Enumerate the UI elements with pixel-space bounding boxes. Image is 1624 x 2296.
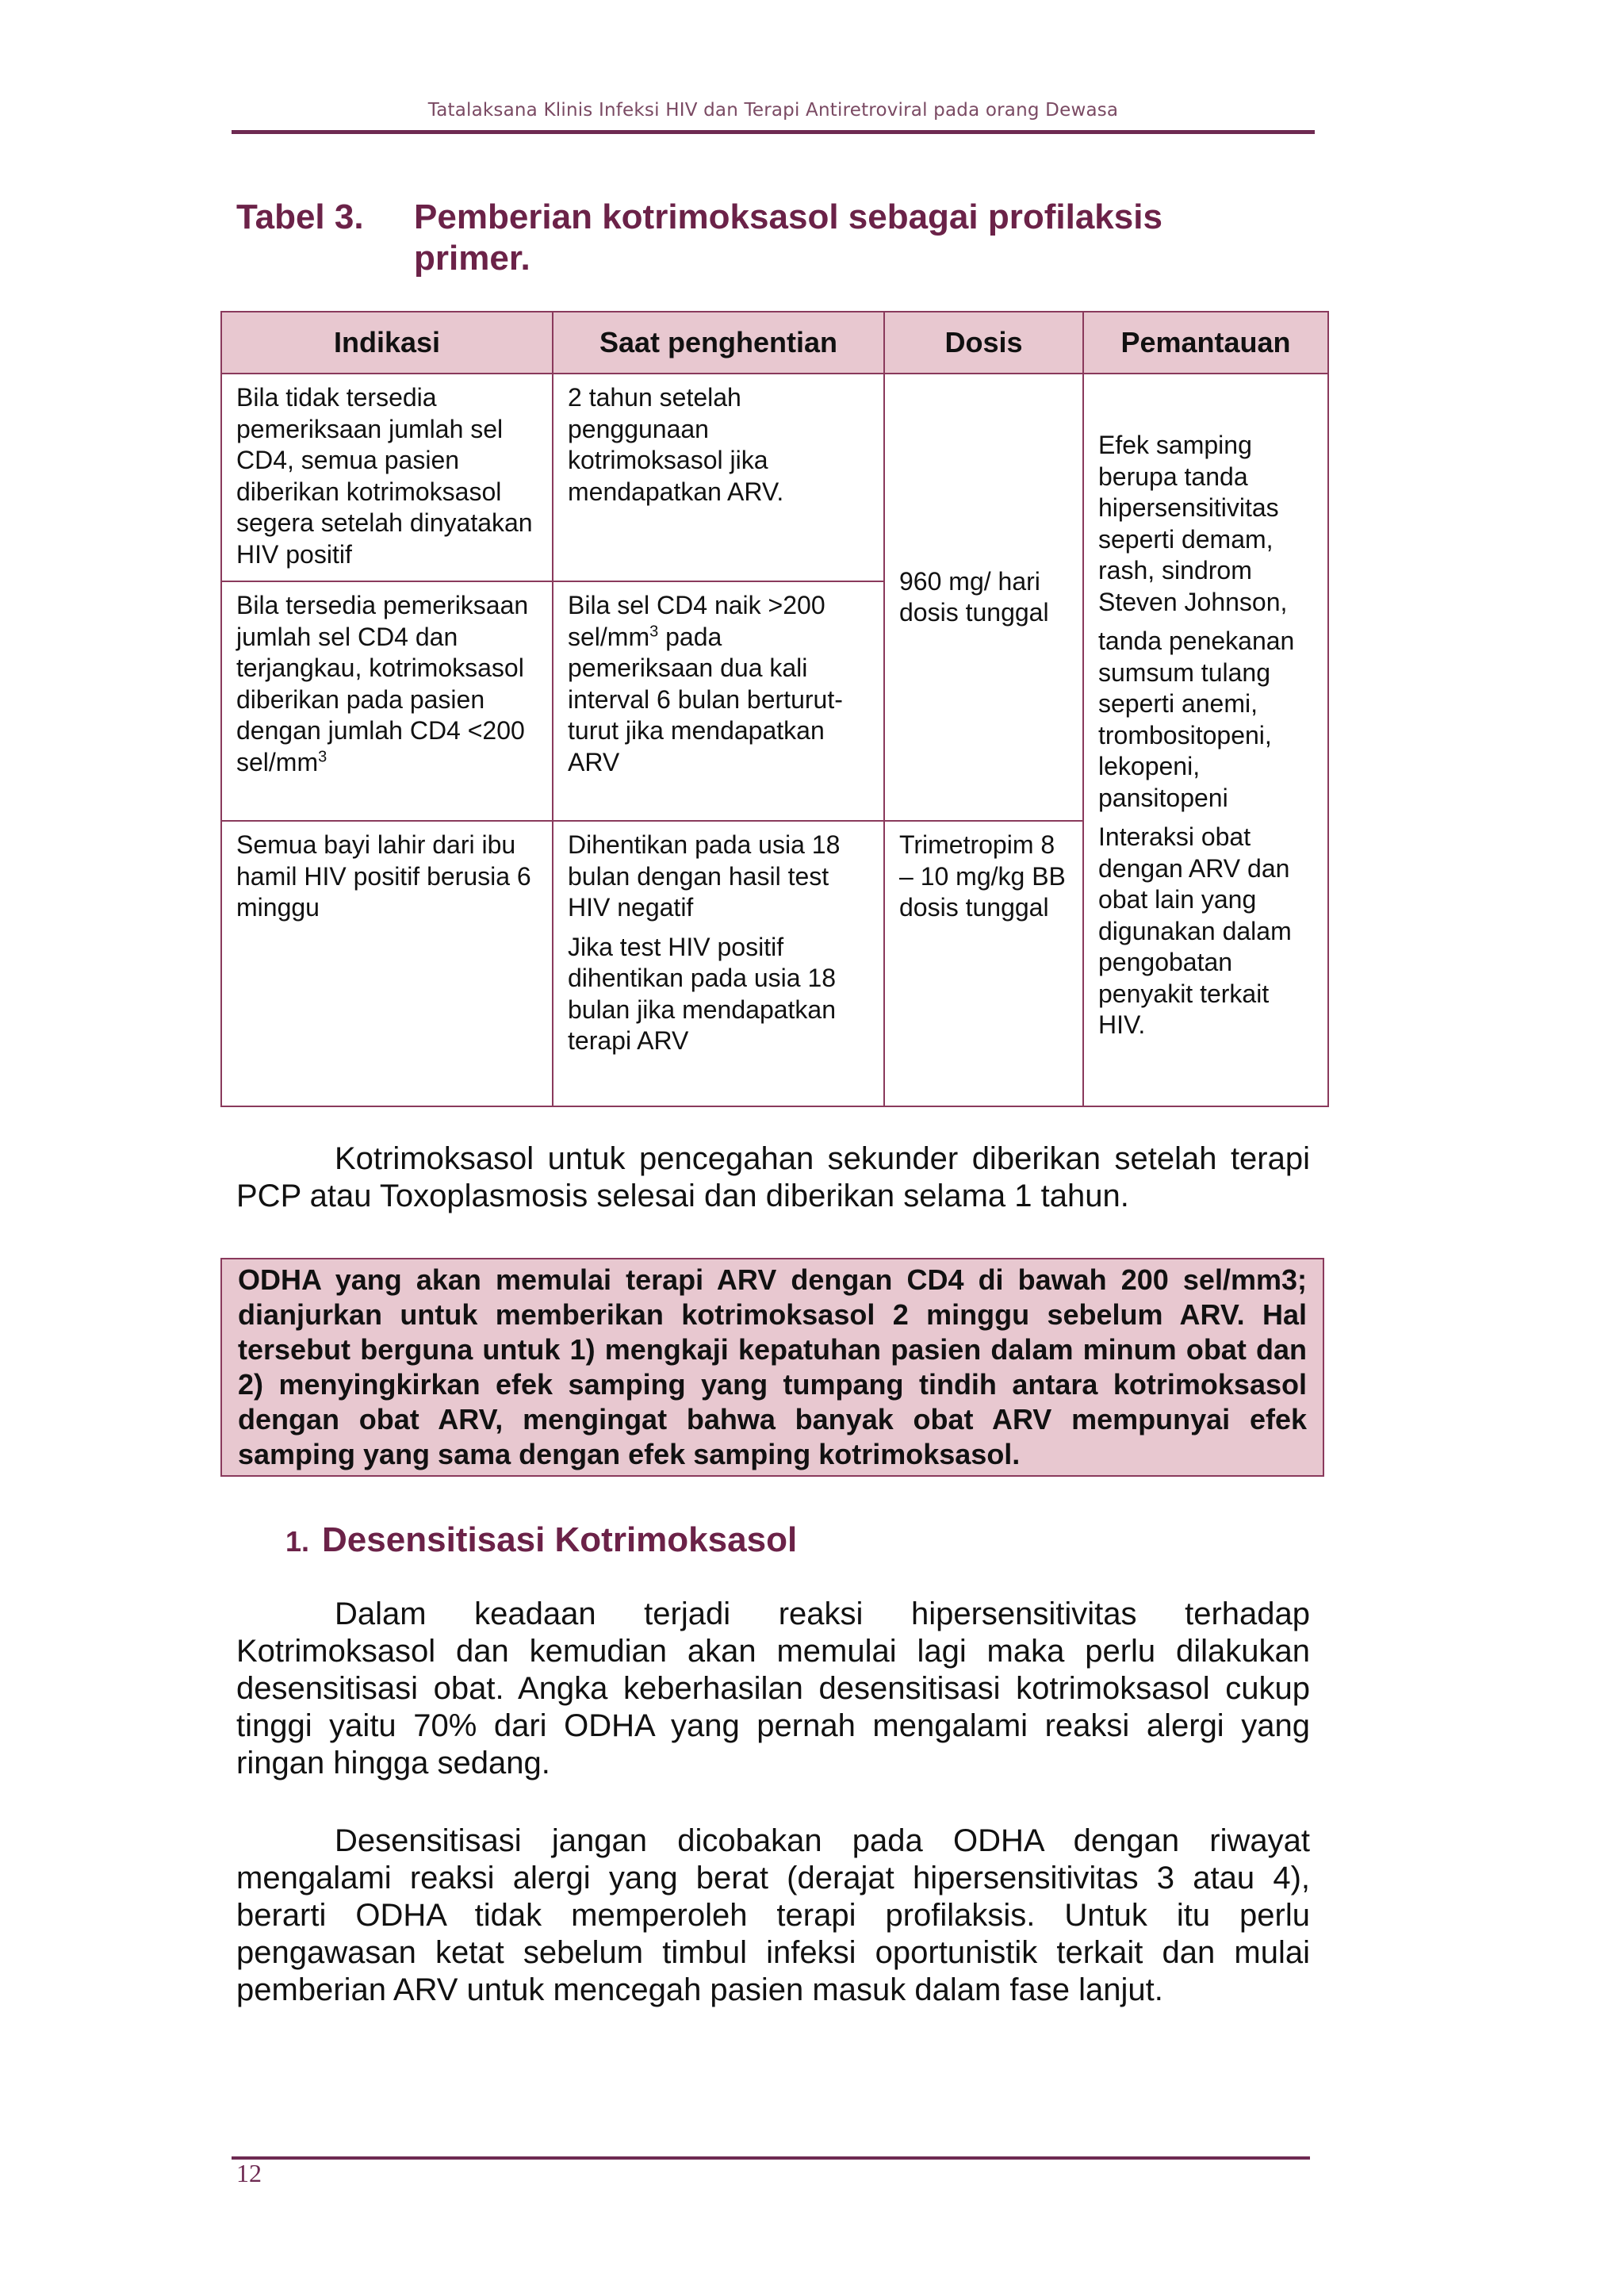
cell-penghentian-row3 [553, 821, 884, 1106]
header-indikasi: Indikasi [221, 312, 553, 374]
table-title: Pemberian kotrimoksasol sebagai profilaksis primer. [414, 197, 1162, 278]
page-number: 12 [236, 2159, 262, 2187]
indikasi-row2-text: Bila tersedia pemeriksaan jumlah sel CD4 dan terjangkau, kotrimoksasol diberikan pada pasien dengan jumlah CD4 <200 sel/mm [236, 591, 529, 776]
footer-rule [232, 2156, 1310, 2160]
header-rule [232, 130, 1315, 134]
highlight-box: ODHA yang akan memulai terapi ARV dengan CD4 di bawah 200 sel/mm3; dianjurkan untuk memberikan kotrimoksasol 2 minggu sebelum ARV. Hal tersebut berguna untuk 1) mengkaji kepatuhan pasien dalam minum obat dan 2) menyingkirkan efek samping yang tumpang tindih antara kotrimoksasol dengan obat ARV, mengingat bahwa banyak obat ARV mempunyai efek samping yang sama dengan efek samping kotrimoksasol. [220, 1258, 1324, 1477]
paragraph-desensitization-2: Desensitisasi jangan dicobakan pada ODHA dengan riwayat mengalami reaksi alergi yang berat (derajat hipersensitivitas 3 atau 4), berarti ODHA tidak memperoleh terapi profilaksis. Untuk itu perlu pengawasan ketat sebelum timbul infeksi oportunistik terkait dan mulai pemberian ARV untuk mencegah pasien masuk dalam fase lanjut. [236, 1823, 1310, 2007]
table-header-row [221, 312, 1328, 374]
cell-penghentian-row2 [553, 581, 884, 821]
cell-penghentian-row1: 2 tahun setelah penggunaan kotrimoksasol jika mendapatkan ARV. [553, 374, 884, 581]
penghentian-row3-negative: Dihentikan pada usia 18 bulan dengan hasil test HIV negatif [568, 830, 841, 922]
paragraph-secondary-prevention: Kotrimoksasol untuk pencegahan sekunder diberikan setelah terapi PCP atau Toxoplasmosis selesai dan diberikan selama 1 tahun. [236, 1141, 1310, 1213]
superscript: 3 [649, 622, 659, 640]
penghentian-row2-text: Bila sel CD4 naik >200 sel/mm [568, 591, 825, 651]
paragraph-desensitization-1: Dalam keadaan terjadi reaksi hipersensitivitas terhadap Kotrimoksasol dan kemudian akan memulai lagi maka perlu dilakukan desensitisasi obat. Angka keberhasilan desensitisasi kotrimoksasol cukup tinggi yaitu 70% dari ODHA yang pernah mengalami reaksi alergi yang ringan hingga sedang. [236, 1596, 1310, 1780]
pemantauan-interaction: Interaksi obat dengan ARV dan obat lain yang digunakan dalam pengobatan penyakit terkait HIV. [1098, 822, 1292, 1039]
header-saat-penghentian: Saat penghentian [553, 312, 884, 374]
header-dosis: Dosis [884, 312, 1083, 374]
section-title: Desensitisasi Kotrimoksasol [322, 1520, 798, 1559]
penghentian-row3-positive: Jika test HIV positif dihentikan pada usia 18 bulan jika mendapatkan terapi ARV [568, 932, 837, 1055]
cell-pemantauan [1083, 374, 1328, 1106]
pemantauan-marrow: tanda penekanan sumsum tulang seperti anemi, trombositopeni, lekopeni, pansitopeni [1098, 627, 1295, 812]
pemantauan-side-effects: Efek samping berupa tanda hipersensitivitas seperti demam, rash, sindrom Steven Johnson, [1098, 431, 1288, 616]
section-number: 1. [285, 1525, 310, 1558]
cell-dosis-infant: Trimetropim 8 – 10 mg/kg BB dosis tunggal [884, 821, 1083, 1106]
cell-indikasi-row3: Semua bayi lahir dari ibu hamil HIV positif berusia 6 minggu [221, 821, 553, 1106]
section-heading [285, 1520, 797, 1562]
cell-indikasi-row2 [221, 581, 553, 821]
prophylaxis-table [220, 311, 1329, 1107]
header-pemantauan: Pemantauan [1083, 312, 1328, 374]
cell-indikasi-row1: Bila tidak tersedia pemeriksaan jumlah sel CD4, semua pasien diberikan kotrimoksasol segera setelah dinyatakan HIV positif [221, 374, 553, 581]
cell-dosis-adult: 960 mg/ hari dosis tunggal [884, 374, 1083, 821]
running-header: Tatalaksana Klinis Infeksi HIV dan Terapi Antiretroviral pada orang Dewasa [427, 100, 1119, 121]
table-row [221, 374, 1328, 581]
superscript: 3 [318, 747, 327, 765]
table-label: Tabel 3. [236, 197, 364, 236]
penghentian-row2-text-after: pada pemeriksaan dua kali interval 6 bulan berturut-turut jika mendapatkan ARV [568, 622, 843, 776]
